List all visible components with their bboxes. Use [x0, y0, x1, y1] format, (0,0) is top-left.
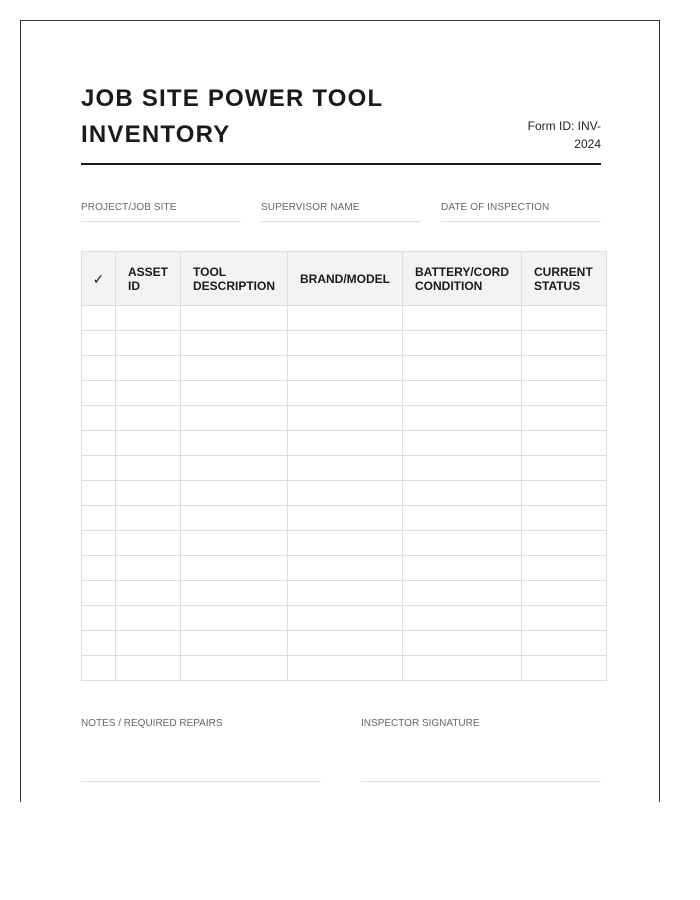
- table-row: [82, 531, 607, 556]
- asset-id-cell[interactable]: [116, 581, 181, 606]
- tool-description-cell[interactable]: [181, 381, 288, 406]
- asset-id-cell[interactable]: [116, 606, 181, 631]
- battery-cord-condition-cell[interactable]: [403, 381, 522, 406]
- check-cell[interactable]: [82, 556, 116, 581]
- table-body: [82, 306, 607, 681]
- current-status-cell[interactable]: [522, 456, 607, 481]
- tool-description-cell[interactable]: [181, 356, 288, 381]
- tool-description-cell[interactable]: [181, 506, 288, 531]
- table-row: [82, 631, 607, 656]
- current-status-cell[interactable]: [522, 331, 607, 356]
- current-status-cell[interactable]: [522, 656, 607, 681]
- asset-id-cell[interactable]: [116, 306, 181, 331]
- inventory-form-page: [20, 20, 660, 802]
- table-row: [82, 356, 607, 381]
- table-row: [82, 506, 607, 531]
- brand-model-cell[interactable]: [288, 431, 403, 456]
- asset-id-cell[interactable]: [116, 406, 181, 431]
- check-cell[interactable]: [82, 606, 116, 631]
- check-cell[interactable]: [82, 631, 116, 656]
- check-cell[interactable]: [82, 481, 116, 506]
- current-status-cell[interactable]: [522, 606, 607, 631]
- battery-cord-condition-cell[interactable]: [403, 581, 522, 606]
- asset-id-cell[interactable]: [116, 431, 181, 456]
- battery-cord-condition-cell[interactable]: [403, 306, 522, 331]
- current-status-cell[interactable]: [522, 306, 607, 331]
- inspector-signature-field[interactable]: INSPECTOR SIGNATURE: [361, 717, 601, 782]
- brand-model-cell[interactable]: [288, 606, 403, 631]
- current-status-cell[interactable]: [522, 381, 607, 406]
- asset-id-cell[interactable]: [116, 331, 181, 356]
- notes-required-repairs-field[interactable]: NOTES / REQUIRED REPAIRS: [81, 717, 321, 782]
- brand-model-cell[interactable]: [288, 631, 403, 656]
- project-job-site-field[interactable]: PROJECT/JOB SITE: [81, 201, 241, 222]
- battery-cord-condition-cell[interactable]: [403, 331, 522, 356]
- battery-cord-condition-cell[interactable]: [403, 556, 522, 581]
- check-column-header: ✓: [82, 252, 116, 306]
- tool-description-cell[interactable]: [181, 431, 288, 456]
- tool-description-column-header: TOOL DESCRIPTION: [181, 252, 288, 306]
- table-row: [82, 456, 607, 481]
- check-cell[interactable]: [82, 381, 116, 406]
- asset-id-cell[interactable]: [116, 481, 181, 506]
- check-cell[interactable]: [82, 306, 116, 331]
- tool-description-cell[interactable]: [181, 406, 288, 431]
- current-status-cell[interactable]: [522, 481, 607, 506]
- table-header-row: [82, 252, 607, 306]
- table-row: [82, 606, 607, 631]
- check-cell[interactable]: [82, 531, 116, 556]
- asset-id-cell[interactable]: [116, 456, 181, 481]
- tool-description-cell[interactable]: [181, 581, 288, 606]
- battery-cord-condition-cell[interactable]: [403, 606, 522, 631]
- current-status-cell[interactable]: [522, 356, 607, 381]
- check-cell[interactable]: [82, 331, 116, 356]
- asset-id-cell[interactable]: [116, 631, 181, 656]
- tool-description-cell[interactable]: [181, 481, 288, 506]
- tool-inventory-table: [81, 251, 607, 681]
- check-cell[interactable]: [82, 456, 116, 481]
- current-status-cell[interactable]: [522, 531, 607, 556]
- check-cell[interactable]: [82, 431, 116, 456]
- table-row: [82, 431, 607, 456]
- current-status-cell[interactable]: [522, 581, 607, 606]
- battery-cord-condition-cell[interactable]: [403, 356, 522, 381]
- asset-id-cell[interactable]: [116, 381, 181, 406]
- brand-model-cell[interactable]: [288, 531, 403, 556]
- table-row: [82, 406, 607, 431]
- brand-model-cell[interactable]: [288, 306, 403, 331]
- asset-id-cell[interactable]: [116, 556, 181, 581]
- check-cell[interactable]: [82, 656, 116, 681]
- battery-cord-condition-column-header: BATTERY/CORD CONDITION: [403, 252, 522, 306]
- battery-cord-condition-cell[interactable]: [403, 406, 522, 431]
- table-row: [82, 581, 607, 606]
- tool-description-cell[interactable]: [181, 556, 288, 581]
- table-row: [82, 331, 607, 356]
- asset-id-column-header: ASSET ID: [116, 252, 181, 306]
- brand-model-cell[interactable]: [288, 456, 403, 481]
- brand-model-cell[interactable]: [288, 481, 403, 506]
- battery-cord-condition-cell[interactable]: [403, 631, 522, 656]
- tool-description-cell[interactable]: [181, 631, 288, 656]
- tool-description-cell[interactable]: [181, 456, 288, 481]
- current-status-cell[interactable]: [522, 631, 607, 656]
- supervisor-name-field[interactable]: SUPERVISOR NAME: [261, 201, 421, 222]
- brand-model-cell[interactable]: [288, 656, 403, 681]
- current-status-cell[interactable]: [522, 406, 607, 431]
- tool-description-cell[interactable]: [181, 606, 288, 631]
- date-of-inspection-field[interactable]: DATE OF INSPECTION: [441, 201, 601, 222]
- check-cell[interactable]: [82, 506, 116, 531]
- table-row: [82, 306, 607, 331]
- current-status-column-header: CURRENT STATUS: [522, 252, 607, 306]
- table-row: [82, 556, 607, 581]
- battery-cord-condition-cell[interactable]: [403, 456, 522, 481]
- brand-model-cell[interactable]: [288, 331, 403, 356]
- table-row: [82, 381, 607, 406]
- asset-id-cell[interactable]: [116, 531, 181, 556]
- asset-id-cell[interactable]: [116, 356, 181, 381]
- brand-model-column-header: BRAND/MODEL: [288, 252, 403, 306]
- table-row: [82, 481, 607, 506]
- tool-description-cell[interactable]: [181, 306, 288, 331]
- form-title: JOB SITE POWER TOOL INVENTORY: [81, 85, 383, 148]
- current-status-cell[interactable]: [522, 556, 607, 581]
- brand-model-cell[interactable]: [288, 406, 403, 431]
- asset-id-cell[interactable]: [116, 656, 181, 681]
- current-status-cell[interactable]: [522, 431, 607, 456]
- asset-id-cell[interactable]: [116, 506, 181, 531]
- current-status-cell[interactable]: [522, 506, 607, 531]
- brand-model-cell[interactable]: [288, 506, 403, 531]
- tool-description-cell[interactable]: [181, 331, 288, 356]
- check-cell[interactable]: [82, 406, 116, 431]
- check-cell[interactable]: [82, 356, 116, 381]
- brand-model-cell[interactable]: [288, 356, 403, 381]
- tool-description-cell[interactable]: [181, 531, 288, 556]
- battery-cord-condition-cell[interactable]: [403, 431, 522, 456]
- check-cell[interactable]: [82, 581, 116, 606]
- battery-cord-condition-cell[interactable]: [403, 506, 522, 531]
- battery-cord-condition-cell[interactable]: [403, 531, 522, 556]
- table-row: [82, 656, 607, 681]
- battery-cord-condition-cell[interactable]: [403, 481, 522, 506]
- battery-cord-condition-cell[interactable]: [403, 656, 522, 681]
- form-id: Form ID: INV-2024: [527, 119, 601, 151]
- brand-model-cell[interactable]: [288, 556, 403, 581]
- tool-description-cell[interactable]: [181, 656, 288, 681]
- brand-model-cell[interactable]: [288, 381, 403, 406]
- brand-model-cell[interactable]: [288, 581, 403, 606]
- title-divider: [81, 163, 601, 165]
